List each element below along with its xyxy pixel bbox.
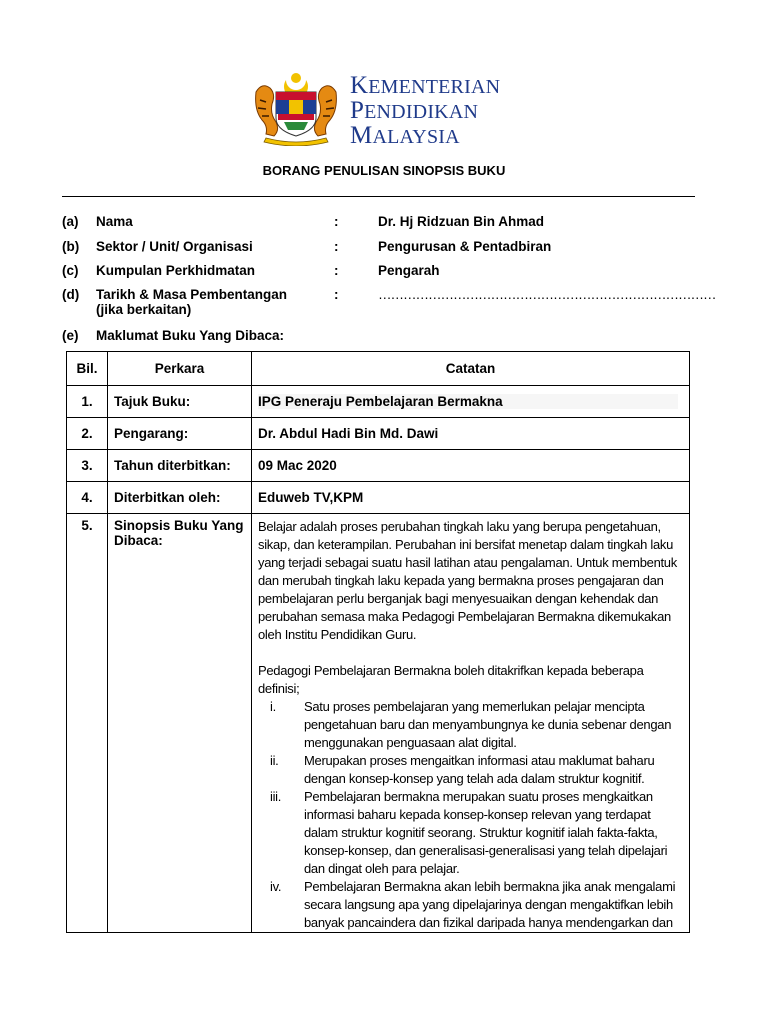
field-maklumat <box>62 328 712 348</box>
table-row <box>67 450 690 482</box>
field-label: Sektor / Unit/ Organisasi <box>96 239 253 254</box>
row-note-cell <box>252 386 690 418</box>
list-item <box>258 698 683 752</box>
header-bil: Bil. <box>67 352 108 386</box>
synopsis-text <box>258 518 683 932</box>
row-item: Sinopsis Buku Yang Dibaca: <box>108 514 252 933</box>
table-row <box>67 482 690 514</box>
row-note: Dr. Abdul Hadi Bin Md. Dawi <box>252 418 690 450</box>
ministry-line2-cap: P <box>350 97 365 124</box>
list-text: Satu proses pembelajaran yang memerlukan pelajar mencipta pengetahuan baru dan menyambungnya ke dunia sebenar dengan menggunakan penguasaan alat digital. <box>304 699 672 750</box>
list-item <box>258 788 683 878</box>
row-number: 5. <box>67 514 108 933</box>
synopsis-paragraph: Belajar adalah proses perubahan tingkah laku yang berupa pengetahuan, sikap, dan keterampilan. Perubahan ini bersifat menetap dalam tingkah laku yang terjadi sebagai suatu hasil latihan atau pengalaman. Untuk membentuk dan merubah tingkah laku kepada yang bermakna proses pengajaran dan pembelajaran perlu berganjak bagi menyesuaikan dengan kehendak dan perubahan semasa maka Pedagogi Pembelajaran Bermakna dikemukakan oleh Institu Pendidikan Guru. <box>258 519 677 642</box>
row-item: Tahun diterbitkan: <box>108 450 252 482</box>
field-sublabel: (jika berkaitan) <box>96 302 192 317</box>
list-text: Pembelajaran bermakna merupakan suatu proses mengkaitkan informasi baharu kepada konsep-konsep relevan yang terdapat dalam struktur kognitif seorang. Struktur kognitif ialah fakta-fakta, konsep-konsep, dan generalisasi-generalisasi yang telah dipelajari dan dingat oleh para pelajar. <box>304 789 668 876</box>
field-label: Tarikh & Masa Pembentangan <box>96 287 288 302</box>
field-value: Pengurusan & Pentadbiran <box>378 239 552 254</box>
synopsis-paragraph: Pedagogi Pembelajaran Bermakna boleh ditakrifkan kepada beberapa definisi; <box>258 663 644 696</box>
field-label: Maklumat Buku Yang Dibaca: <box>96 328 285 343</box>
ministry-name <box>350 74 500 149</box>
field-letter: (a) <box>62 214 79 229</box>
field-colon: : <box>334 287 339 302</box>
list-text: Pembelajaran Bermakna akan lebih bermakna jika anak mengalami secara langsung apa yang dipelajarinya dengan mengaktifkan lebih banyak pancaindera dan fizikal daripada hanya mendengarkan dan <box>304 879 676 930</box>
field-letter: (b) <box>62 239 80 254</box>
table-row <box>67 418 690 450</box>
row-item: Diterbitkan oleh: <box>108 482 252 514</box>
row-note: Eduweb TV,KPM <box>252 482 690 514</box>
title-divider <box>62 196 695 197</box>
ministry-line2: ENDIDIKAN <box>364 101 479 123</box>
ministry-line1: EMENTERIAN <box>368 76 501 98</box>
ministry-line1-cap: K <box>350 72 369 99</box>
field-colon: : <box>334 214 339 229</box>
form-title: BORANG PENULISAN SINOPSIS BUKU <box>262 163 506 178</box>
letterhead <box>0 66 768 149</box>
row-note: IPG Peneraju Pembelajaran Bermakna <box>258 394 678 409</box>
list-text: Merupakan proses mengaitkan informasi atau maklumat baharu dengan konsep-konsep yang telah ada dalam struktur kognitif. <box>304 753 655 786</box>
list-item <box>258 878 683 932</box>
field-letter: (c) <box>62 263 79 278</box>
field-nama <box>62 214 712 234</box>
malaysia-coat-of-arms-icon <box>248 70 344 146</box>
row-number: 4. <box>67 482 108 514</box>
ministry-line3: ALAYSIA <box>372 126 460 148</box>
row-item: Pengarang: <box>108 418 252 450</box>
field-label: Kumpulan Perkhidmatan <box>96 263 256 278</box>
row-note: 09 Mac 2020 <box>252 450 690 482</box>
row-number: 3. <box>67 450 108 482</box>
field-value-blank: ……………………………………………………………………… <box>378 287 716 302</box>
list-numeral: i. <box>270 699 276 714</box>
definition-list <box>258 698 683 932</box>
list-numeral: ii. <box>270 753 279 768</box>
row-number: 2. <box>67 418 108 450</box>
field-kumpulan <box>62 263 712 283</box>
book-info-table <box>66 351 690 933</box>
field-value: Pengarah <box>378 263 440 278</box>
field-tarikh <box>62 287 716 321</box>
field-letter: (e) <box>62 328 79 343</box>
synopsis-cell <box>252 514 690 933</box>
list-item <box>258 752 683 788</box>
synopsis-row <box>67 514 690 933</box>
field-value: Dr. Hj Ridzuan Bin Ahmad <box>378 214 545 229</box>
list-numeral: iii. <box>270 789 282 804</box>
row-item: Tajuk Buku: <box>108 386 252 418</box>
row-number: 1. <box>67 386 108 418</box>
ministry-line3-cap: M <box>350 122 373 149</box>
table-header-row <box>67 352 690 386</box>
table-row <box>67 386 690 418</box>
field-sektor <box>62 239 712 259</box>
list-numeral: iv. <box>270 879 282 894</box>
header-catatan: Catatan <box>252 352 690 386</box>
field-label: Nama <box>96 214 133 229</box>
field-colon: : <box>334 239 339 254</box>
header-perkara: Perkara <box>108 352 252 386</box>
field-colon: : <box>334 263 339 278</box>
field-letter: (d) <box>62 287 80 302</box>
